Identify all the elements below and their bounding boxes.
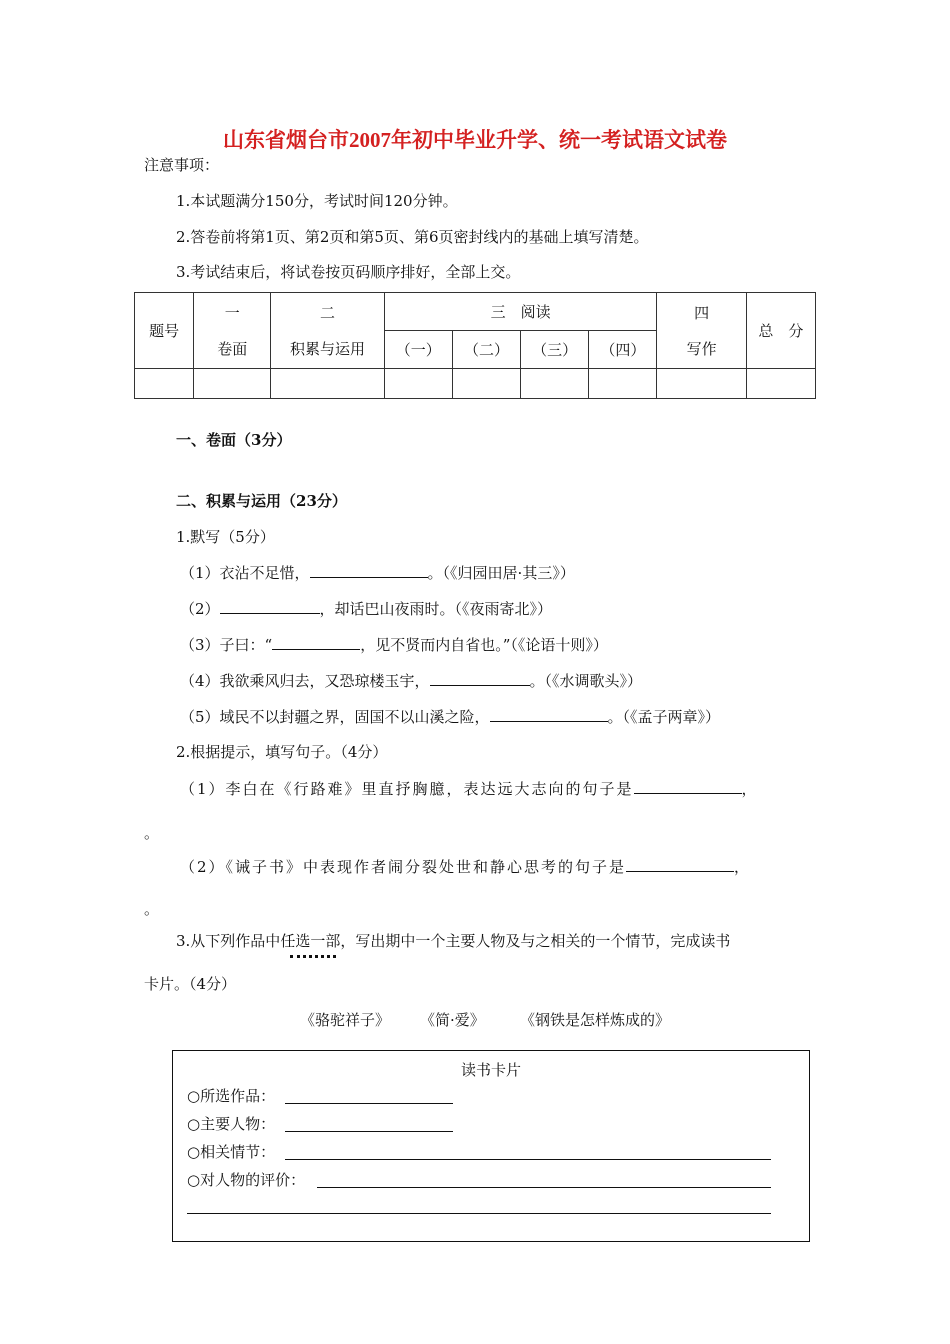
- score-subheader: （二）: [452, 331, 520, 369]
- score-header-xiezuo: 四 写作: [657, 293, 746, 369]
- section-heading: 二、积累与运用（23分）: [176, 492, 347, 510]
- card-line[interactable]: [285, 1103, 453, 1104]
- notice-item: 1.本试题满分150分，考试时间120分钟。: [176, 192, 458, 210]
- card-line[interactable]: [285, 1131, 453, 1132]
- score-cell[interactable]: [135, 369, 194, 399]
- answer-blank[interactable]: [430, 671, 530, 686]
- question-heading: 1.默写（5分）: [176, 528, 275, 546]
- score-cell[interactable]: [746, 369, 815, 399]
- score-header-jilei: 二 积累与运用: [271, 293, 384, 369]
- question-continuation: 。: [144, 900, 160, 918]
- card-title: 读书卡片: [460, 1061, 521, 1079]
- question-item: （5）域民不以封疆之界，固国不以山溪之险， 。（《孟子两章》）: [180, 708, 721, 726]
- question-item: （1）衣沾不足惜， 。（《归园田居·其三》）: [180, 564, 575, 582]
- score-subheader: （一）: [384, 331, 452, 369]
- work-title: 《骆驼祥子》: [300, 1011, 391, 1029]
- card-label: ○对人物的评价：: [187, 1171, 306, 1189]
- notice-item: 2.答卷前将第1页、第2页和第5页、第6页密封线内的基础上填写清楚。: [176, 228, 649, 246]
- answer-blank[interactable]: [310, 563, 428, 578]
- answer-blank[interactable]: [272, 635, 360, 650]
- emphasis-text: 任选一部: [280, 932, 341, 950]
- card-label: ○主要人物：: [187, 1115, 276, 1133]
- card-line[interactable]: [317, 1187, 771, 1188]
- score-header-juanmian: 一 卷面: [194, 293, 271, 369]
- question-item: （1）李白在《行路难》里直抒胸臆，表达远大志向的句子是 ，: [180, 780, 759, 798]
- question-item: 3.从下列作品中任选一部，写出期中一个主要人物及与之相关的一个情节，完成读书: [176, 932, 731, 950]
- page-title: 山东省烟台市2007年初中毕业升学、统一考试语文试卷: [223, 128, 727, 152]
- question-item: （2）《诫子书》中表现作者闹分裂处世和静心思考的句子是 ，: [180, 858, 752, 876]
- score-cell[interactable]: [452, 369, 520, 399]
- question-continuation: 。: [144, 824, 160, 842]
- card-line[interactable]: [187, 1213, 771, 1214]
- question-heading: 2.根据提示，填写句子。（4分）: [176, 743, 388, 761]
- score-cell[interactable]: [194, 369, 271, 399]
- answer-blank[interactable]: [626, 857, 734, 872]
- score-cell[interactable]: [521, 369, 589, 399]
- question-item: （2） ，却话巴山夜雨时。（《夜雨寄北》）: [180, 600, 553, 618]
- question-item: （3）子曰：“ ，见不贤而内自省也。”（《论语十则》）: [180, 636, 608, 654]
- question-item: （4）我欲乘风归去，又恐琼楼玉宇， 。（《水调歌头》）: [180, 672, 643, 690]
- notice-heading: 注意事项：: [144, 156, 220, 174]
- score-cell[interactable]: [384, 369, 452, 399]
- score-subheader: （四）: [589, 331, 657, 369]
- score-cell[interactable]: [589, 369, 657, 399]
- score-cell[interactable]: [657, 369, 746, 399]
- question-continuation: 卡片。（4分）: [144, 975, 237, 993]
- reading-card: [172, 1050, 810, 1242]
- notice-item: 3.考试结束后，将试卷按页码顺序排好，全部上交。: [176, 263, 521, 281]
- work-title: 《简·爱》: [420, 1011, 485, 1029]
- answer-blank[interactable]: [634, 779, 742, 794]
- card-label: ○相关情节：: [187, 1143, 276, 1161]
- score-cell[interactable]: [271, 369, 384, 399]
- card-label: ○所选作品：: [187, 1087, 276, 1105]
- score-header-total: 总 分: [746, 293, 815, 369]
- score-table: [134, 292, 816, 399]
- score-subheader: （三）: [521, 331, 589, 369]
- answer-blank[interactable]: [220, 599, 320, 614]
- work-title: 《钢铁是怎样炼成的》: [520, 1011, 671, 1029]
- answer-blank[interactable]: [490, 707, 608, 722]
- score-header-yuedu: 三 阅读: [384, 293, 657, 331]
- score-header-tihao: 题号: [135, 293, 194, 369]
- card-line[interactable]: [285, 1159, 771, 1160]
- section-heading: 一、卷面（3分）: [176, 431, 292, 449]
